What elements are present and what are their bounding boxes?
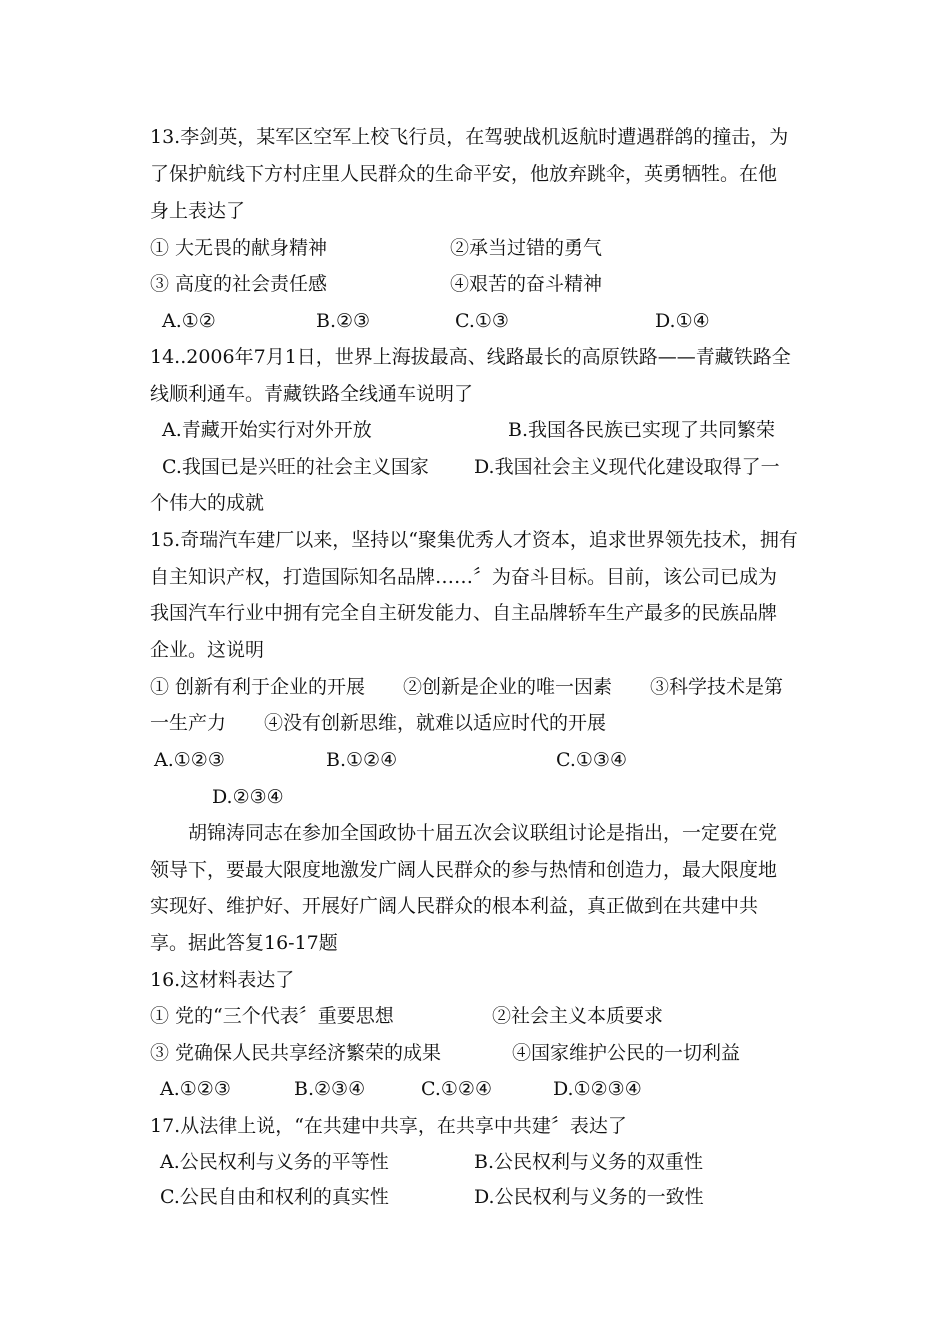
q14-answer-d-line-1: D.我国社会主义现代化建设取得了一 xyxy=(474,456,780,478)
q14-answer-c: C.我国已是兴旺的社会主义国家 xyxy=(162,456,429,478)
q17-answer-d: D.公民权利与义务的一致性 xyxy=(474,1186,704,1208)
q16-option-4: ④国家维护公民的一切利益 xyxy=(512,1042,741,1064)
q13-answer-c: C.①③ xyxy=(455,310,509,332)
q14-answer-b: B.我国各民族已实现了共同繁荣 xyxy=(508,419,776,441)
q14-stem-line-2: 线顺利通车。青藏铁路全线通车说明了 xyxy=(150,383,474,405)
q16-answer-b: B.②③④ xyxy=(294,1078,366,1100)
material-line-2: 领导下，要最大限度地激发广阔人民群众的参与热情和创造力，最大限度地 xyxy=(150,859,778,881)
material-line-4: 享。据此答复16-17题 xyxy=(150,932,338,954)
q13-answer-a: A.①② xyxy=(162,310,216,332)
q16-option-3: ③ 党确保人民共享经济繁荣的成果 xyxy=(150,1042,442,1064)
q16-answer-a: A.①②③ xyxy=(160,1078,231,1100)
q14-stem-line-1: 14..2006年7月1日，世界上海拔最高、线路最长的高原铁路——青藏铁路全 xyxy=(150,346,791,368)
q14-answer-d-line-2: 个伟大的成就 xyxy=(150,492,265,514)
q15-stem-line-1: 15.奇瑞汽车建厂以来，坚持以“聚集优秀人才资本，追求世界领先技术，拥有 xyxy=(150,529,798,551)
q13-stem-line-3: 身上表达了 xyxy=(150,200,246,222)
q15-answer-b: B.①②④ xyxy=(326,749,398,771)
q13-answer-d: D.①④ xyxy=(655,310,710,332)
q13-option-2: ②承当过错的勇气 xyxy=(450,237,603,259)
q13-option-1: ① 大无畏的献身精神 xyxy=(150,237,328,259)
material-line-1: 胡锦涛同志在参加全国政协十届五次会议联组讨论是指出，一定要在党 xyxy=(188,822,778,844)
q13-option-3: ③ 高度的社会责任感 xyxy=(150,273,328,295)
q13-stem-line-1: 13.李剑英，某军区空军上校飞行员，在驾驶战机返航时遭遇群鸽的撞击，为 xyxy=(150,126,789,148)
q14-answer-a: A.青藏开始实行对外开放 xyxy=(162,419,372,441)
q16-option-2: ②社会主义本质要求 xyxy=(492,1005,664,1027)
q13-stem-line-2: 了保护航线下方村庄里人民群众的生命平安，他放弃跳伞，英勇牺牲。在他 xyxy=(150,163,778,185)
q15-options-line-2: 一生产力 ④没有创新思维，就难以适应时代的开展 xyxy=(150,712,607,734)
q16-answer-d: D.①②③④ xyxy=(553,1078,642,1100)
q15-options-line-1: ① 创新有利于企业的开展 ②创新是企业的唯一因素 ③科学技术是第 xyxy=(150,676,784,698)
q15-answer-d: D.②③④ xyxy=(212,786,284,808)
q13-answer-b: B.②③ xyxy=(316,310,371,332)
q17-answer-b: B.公民权利与义务的双重性 xyxy=(474,1151,704,1173)
q17-answer-c: C.公民自由和权利的真实性 xyxy=(160,1186,389,1208)
q17-stem: 17.从法律上说，“在共建中共享，在共享中共建〞表达了 xyxy=(150,1115,627,1137)
q16-stem: 16.这材料表达了 xyxy=(150,969,295,991)
q15-answer-c: C.①③④ xyxy=(556,749,627,771)
material-line-3: 实现好、维护好、开展好广阔人民群众的根本利益，真正做到在共建中共 xyxy=(150,895,759,917)
q15-stem-line-3: 我国汽车行业中拥有完全自主研发能力、自主品牌轿车生产最多的民族品牌 xyxy=(150,602,778,624)
q15-stem-line-2: 自主知识产权，打造国际知名品牌……〞为奋斗目标。目前，该公司已成为 xyxy=(150,566,778,588)
q13-option-4: ④艰苦的奋斗精神 xyxy=(450,273,603,295)
q17-answer-a: A.公民权利与义务的平等性 xyxy=(160,1151,389,1173)
q16-option-1: ① 党的“三个代表〞重要思想 xyxy=(150,1005,394,1027)
q15-stem-line-4: 企业。这说明 xyxy=(150,639,265,661)
q15-answer-a: A.①②③ xyxy=(154,749,225,771)
q16-answer-c: C.①②④ xyxy=(421,1078,492,1100)
